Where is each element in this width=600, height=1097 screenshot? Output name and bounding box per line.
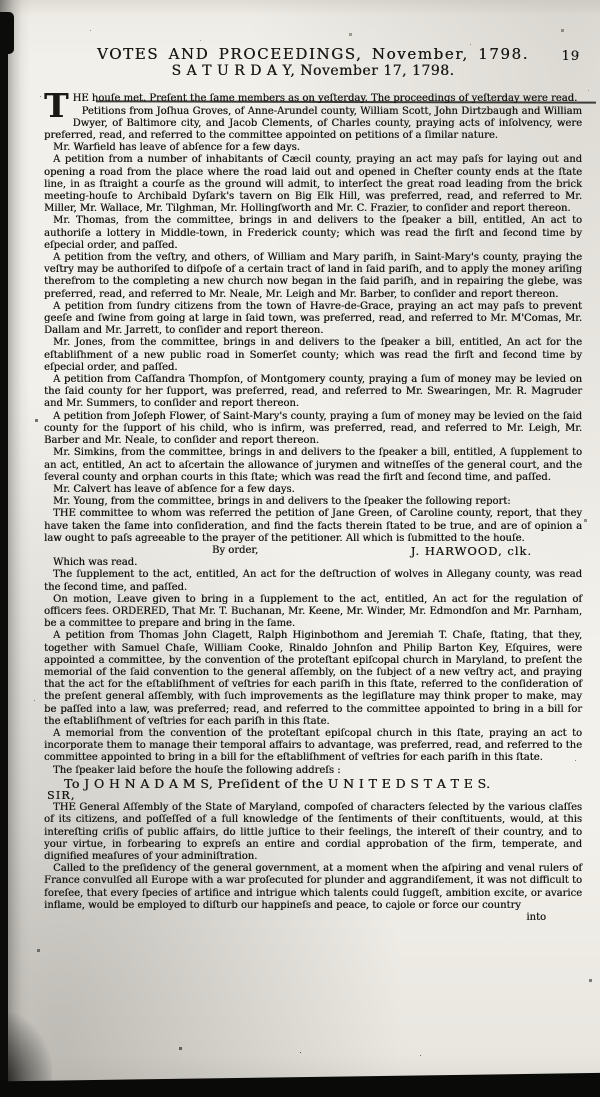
drop-cap: T [44,86,69,126]
report-signoff-line [44,545,582,557]
paragraph-which-was-read: Which was read. [53,557,138,569]
clerk-signature: J. HARWOOD, clk. [410,543,532,558]
page-title: VOTES AND PROCEEDINGS, November, 1798. [96,45,530,63]
catchword: into [526,912,546,924]
paragraph-speaker-laid-address: The ſpeaker laid before the houſe the following addreſs : [53,764,341,776]
page-content [44,45,582,924]
address-heading-john-adams: To J O H N A D A M S, Preſident of the U N I T E D S T A T E S. [64,775,491,791]
paragraph-middletown-lottery: Mr. Thomas, from the committee, brings in and delivers to the ſpeaker a bill, entitled, An act to authoriſe a lottery in Middle-town, in Frederick county; which was read the firſt and ſecond time by eſpecial order, and paſſed. [44,215,582,251]
scan-gutter-strip [0,13,8,1087]
paragraph-clagett-vestry-petition: A petition from Thomas John Clagett, Ralph Higinbothom and Jeremiah T. Chaſe, ſtating, that they, together with Samuel Chaſe, William Cooke, Rinaldo Johnſon and Philip Barton Key, Eſquires, were appointed a committee, by the convention of the proteſtant epiſcopal church in Maryland, to preſent the memorial of the ſaid convention to the general aſſembly, on the ſubject of a new veſtry act, and praying that the act for the eſtabliſhment of veſtries for each pariſh in this ſtate, referred to the conſideration of the preſent general aſſembly, with ſuch improvements as the legiſlature may think proper to make, may be paſſed into a law, was preferred; read, and referred to the committee appointed to bring in a bill for the eſtabliſhment of veſtries for each pariſh in this ſtate. [44,630,582,727]
address-salutation: SIR, [47,788,76,802]
paragraph-wolves-supplement: The ſupplement to the act, entitled, An act for the deſtruction of wolves in Allegany county, was read the ſecond time, and paſſed. [44,569,582,593]
scan-noise-speckles [0,0,1,1]
opening-paragraph-text: HE houſe met. Preſent the ſame members as on yeſterday. The proceedings of yeſterday were read. [72,93,578,105]
paragraph-jane-green-report: THE committee to whom was referred the petition of Jane Green, of Caroline county, report, that they have taken the ſame into conſideration, and find the facts therein ſtated to be true, and are of opinion a law ought to paſs agreeable to the prayer of the petitioner. All which is ſubmitted to the houſe. [44,508,582,544]
paragraph-somerset-road: Mr. Jones, from the committee, brings in and delivers to the ſpeaker a bill, entitled, An act for the eſtabliſhment of a new public road in Somerſet county; which was read the firſt and ſecond time by eſpecial order, and paſſed. [44,337,582,373]
paragraph-petitions-insolvency: Petitions from Joſhua Groves, of Anne-Arundel county, William Scott, John Dirtzbaugh and William Dwyer, of Baltimore city, and Jacob Clements, of Charles county, praying acts of inſolvency, were preferred, read, and referred to the committee appointed on petitions of a ſimilar nature. [44,105,582,142]
paragraph-officers-fees-motion: On motion, Leave given to bring in a ſupplement to the act, entitled, An act for the regulation of officers fees. ORDERED, That Mr. T. Buchanan, Mr. Keene, Mr. Winder, Mr. Edmondſon and Mr. Parnham, be a committee to prepare and bring in the ſame. [44,593,582,630]
paragraph-cecil-road: A petition from a number of inhabitants of Cæcil county, praying an act may paſs for laying out and opening a road from the place where the road laid out and opened in Cheſter county ends at the ſtate line, in as ſtraight a courſe as the ground will admit, to interſect the great road leading from the brick meeting-houſe to Archibald Dyſark's tavern on Big Elk Hill, was preferred, read, and referred to Mr. Miller, Mr. Wallace, Mr. Tilghman, Mr. Hollingſworth and Mr. C. Frazier, to conſider and report thereon. [44,154,582,215]
paragraph-joseph-flower: A petition from Joſeph Flower, of Saint-Mary's county, praying a ſum of money may be levied on the ſaid county for the ſupport of his child, who is infirm, was preferred, read, and referred to Mr. Leigh, Mr. Barber and Mr. Neale, to conſider and report thereon. [44,410,582,447]
scan-gutter-blob [0,12,14,54]
paragraph-young-report-intro: Mr. Young, from the committee, brings in and delivers to the ſpeaker the following report: [53,496,511,508]
paragraph-calvert-absence: Mr. Calvert has leave of abſence for a few days. [53,483,295,495]
page-number: 19 [561,49,580,64]
paragraph-simkins-jurymen: Mr. Simkins, from the committee, brings in and delivers to the ſpeaker a bill, entitled, A ſupplement to an act, entitled, An act to aſcertain the allowance of jurymen and witneſſes of the general court, and the ſeveral county and orphan courts in this ſtate; which was read the firſt and ſecond time, and paſſed. [44,447,582,483]
by-order-label: By order, [212,544,259,556]
paragraph-cassandra-thompson: A petition from Caſſandra Thompſon, of Montgomery county, praying a ſum of money may be levied on the ſaid county for her ſupport, was preferred, read, and referred to Mr. Swearingen, Mr. R. Magruder and Mr. Summers, to conſider and report thereon. [44,374,582,410]
scan-corner-blotch [0,1013,52,1083]
paragraph-warfield-absence: Mr. Warfield has leave of abſence for a few days. [53,142,300,154]
session-date-heading: S A T U R D A Y, November 17, 1798. [171,63,455,80]
paragraph-episcopal-memorial: A memorial from the convention of the proteſtant epiſcopal church in this ſtate, praying an act to incorporate them to manage their temporal affairs to advantage, was preferred, read, and referred to the committee appointed to bring in a bill for the eſtabliſhment of veſtries for each pariſh in this ſtate. [44,727,582,764]
paragraph-william-mary-parish: A petition from the veſtry, and others, of William and Mary pariſh, in Saint-Mary's county, praying the veſtry may be authoriſed to diſpoſe of a certain tract of land in ſaid pariſh, and to apply the money ariſing therefrom to the completing a new church now began in the ſaid pariſh, and in repairing the glebe, was preferred, read, and referred to Mr. Neale, Mr. Leigh and Mr. Barber, to conſider and report thereon. [44,252,582,300]
running-header [44,45,582,64]
scan-edge-bottom-band [0,1073,600,1097]
paragraph-called-to-presidency: Called to the preſidency of the general government, at a moment when the aſpiring and venal rulers of France convulſed all Europe with a war proſecuted for plunder and aggrandiſement, it was not difficult to foreſee, that every ſpecies of artifice and intrigue which talents could ſuggeſt, ambition excite, or avarice inflame, would be employed to diſturb our happineſs and peace, to cajole or force our country [44,863,582,911]
paragraph-general-assembly-address: THE General Aſſembly of the State of Maryland, compoſed of characters ſelected by the various claſſes of its citizens, and poſſeſſed of a full knowledge of the ſentiments of their conſtituents, would, at this intereſting criſis of public affairs, do little juſtice to their feelings, the intereſt of their country, and to your virtue, in forbearing to expreſs an entire and cordial approbation of the firm, temperate, and dignified meaſures of your adminiſtration. [44,802,582,862]
proceedings-text [44,86,582,924]
paragraph-havre-de-grace: A petition from ſundry citizens from the town of Havre-de-Grace, praying an act may paſs to prevent geeſe and ſwine from going at large in ſaid town, was preferred, read, and referred to Mr. M'Comas, Mr. Dallam and Mr. Jarrett, to conſider and report thereon. [44,300,582,337]
